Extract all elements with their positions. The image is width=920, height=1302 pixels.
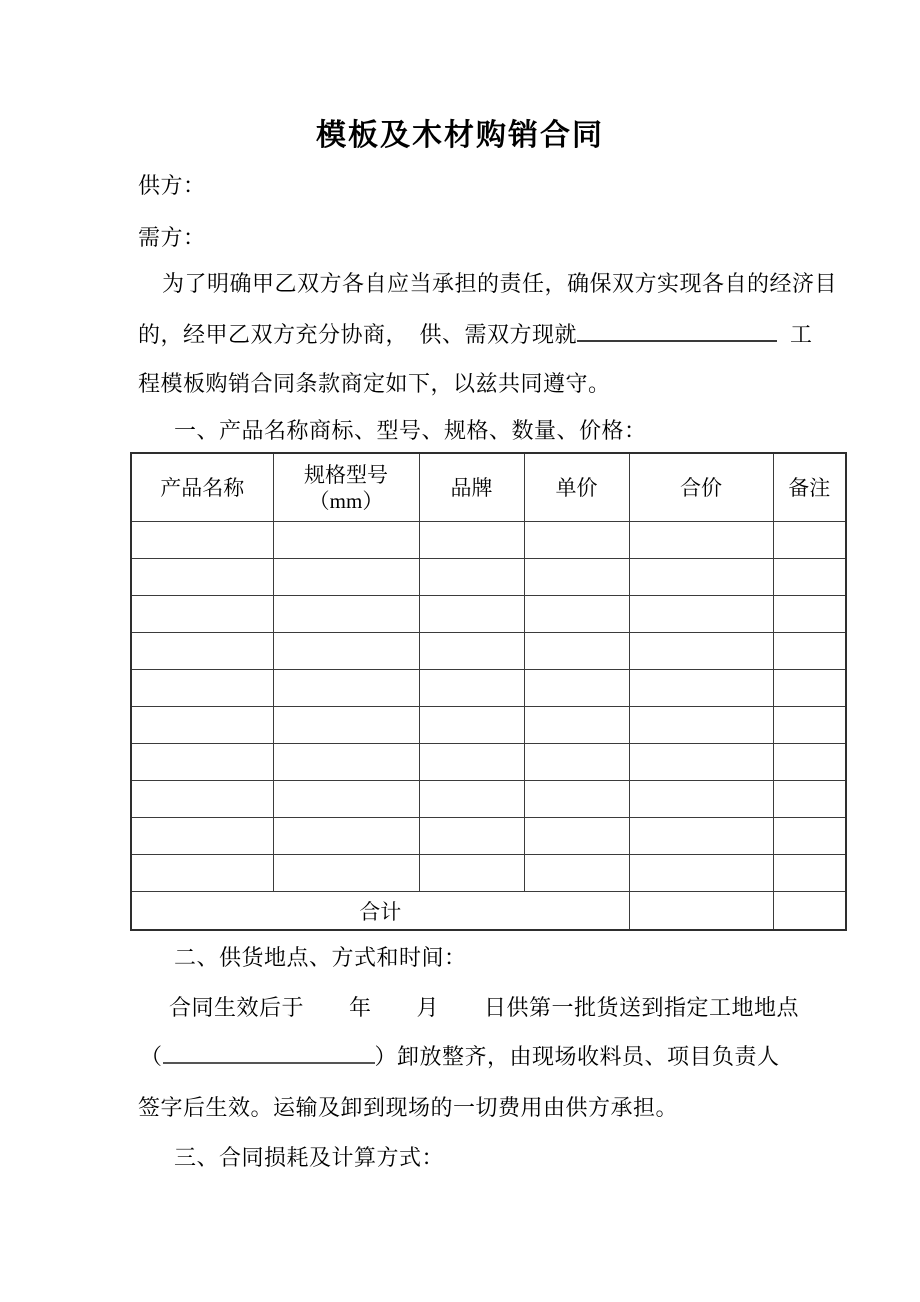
table-empty-cell bbox=[524, 596, 629, 633]
table-empty-cell bbox=[629, 744, 773, 781]
table-empty-cell bbox=[773, 818, 846, 855]
table-empty-cell bbox=[419, 781, 524, 818]
table-empty-cell bbox=[131, 818, 273, 855]
table-empty-cell bbox=[524, 670, 629, 707]
delivery-line-3: 签字后生效。运输及卸到现场的一切费用由供方承担。 bbox=[138, 1095, 679, 1120]
table-empty-cell bbox=[773, 670, 846, 707]
table-empty-cell bbox=[273, 855, 419, 892]
table-empty-cell bbox=[524, 707, 629, 744]
section-1-heading: 一、产品名称商标、型号、规格、数量、价格： bbox=[174, 418, 647, 443]
table-empty-cell bbox=[419, 670, 524, 707]
table-empty-cell bbox=[524, 522, 629, 559]
intro-line-2-tail: 工 bbox=[790, 322, 813, 347]
products-table-body bbox=[131, 522, 846, 892]
table-empty-cell bbox=[273, 781, 419, 818]
header-label: 合价 bbox=[680, 475, 722, 500]
table-empty-cell bbox=[419, 633, 524, 670]
table-empty-row bbox=[131, 855, 846, 892]
table-empty-cell bbox=[131, 559, 273, 596]
header-sublabel: （mm） bbox=[308, 488, 384, 513]
close-paren: ） bbox=[374, 1044, 398, 1069]
table-empty-cell bbox=[131, 744, 273, 781]
table-empty-cell bbox=[273, 707, 419, 744]
delivery-line-1: 合同生效后于 年 月 日供第一批货送到指定工地地点 bbox=[169, 995, 800, 1020]
intro-line-3: 程模板购销合同条款商定如下，以兹共同遵守。 bbox=[138, 371, 611, 396]
delivery-line-2-text: 卸放整齐，由现场收料员、项目负责人 bbox=[397, 1044, 780, 1069]
header-product-name bbox=[131, 453, 273, 522]
table-header-row bbox=[131, 453, 846, 522]
table-empty-cell bbox=[273, 596, 419, 633]
table-empty-cell bbox=[524, 818, 629, 855]
total-price-cell bbox=[629, 892, 773, 931]
table-empty-cell bbox=[273, 670, 419, 707]
table-empty-cell bbox=[273, 559, 419, 596]
header-brand bbox=[419, 453, 524, 522]
table-empty-cell bbox=[524, 781, 629, 818]
header-label: 品牌 bbox=[450, 475, 493, 500]
intro-line-2-text: 的，经甲乙双方充分协商， 供、需双方现就 bbox=[138, 322, 578, 347]
table-empty-cell bbox=[629, 818, 773, 855]
header-label: 产品名称 bbox=[160, 475, 245, 500]
table-empty-cell bbox=[419, 596, 524, 633]
table-empty-cell bbox=[273, 522, 419, 559]
table-empty-cell bbox=[131, 633, 273, 670]
table-empty-cell bbox=[524, 855, 629, 892]
delivery-location-blank bbox=[163, 1042, 375, 1064]
total-label-cell: 合计 bbox=[131, 892, 629, 931]
table-empty-cell bbox=[629, 596, 773, 633]
table-empty-row bbox=[131, 781, 846, 818]
open-paren: （ bbox=[140, 1044, 163, 1069]
table-empty-cell bbox=[629, 559, 773, 596]
table-empty-cell bbox=[419, 818, 524, 855]
project-name-blank bbox=[577, 320, 777, 342]
header-label: 规格型号 bbox=[304, 462, 388, 487]
table-empty-row bbox=[131, 596, 846, 633]
table-empty-cell bbox=[773, 522, 846, 559]
delivery-line-2 bbox=[140, 1042, 780, 1071]
table-empty-cell bbox=[273, 818, 419, 855]
table-empty-cell bbox=[773, 596, 846, 633]
table-empty-cell bbox=[419, 707, 524, 744]
table-empty-cell bbox=[773, 633, 846, 670]
table-empty-cell bbox=[773, 707, 846, 744]
header-remarks bbox=[773, 453, 846, 522]
header-spec-model bbox=[273, 453, 419, 522]
table-empty-cell bbox=[773, 855, 846, 892]
table-empty-cell bbox=[419, 855, 524, 892]
header-total-price bbox=[629, 453, 773, 522]
table-empty-cell bbox=[273, 744, 419, 781]
table-empty-cell bbox=[773, 559, 846, 596]
table-empty-cell bbox=[629, 522, 773, 559]
intro-line-2 bbox=[138, 320, 813, 349]
table-empty-cell bbox=[773, 744, 846, 781]
section-2-heading: 二、供货地点、方式和时间： bbox=[174, 945, 467, 970]
table-empty-cell bbox=[419, 522, 524, 559]
table-empty-cell bbox=[524, 633, 629, 670]
table-empty-row bbox=[131, 744, 846, 781]
header-label: 单价 bbox=[555, 475, 598, 500]
section-3-heading: 三、合同损耗及计算方式： bbox=[174, 1145, 445, 1170]
table-empty-cell bbox=[419, 559, 524, 596]
buyer-label: 需方： bbox=[138, 225, 206, 250]
total-row bbox=[131, 892, 846, 931]
table-empty-row bbox=[131, 633, 846, 670]
table-empty-cell bbox=[629, 633, 773, 670]
table-empty-row bbox=[131, 670, 846, 707]
table-empty-cell bbox=[773, 781, 846, 818]
products-table bbox=[130, 452, 847, 931]
document-title: 模板及木材购销合同 bbox=[316, 119, 604, 152]
table-empty-cell bbox=[629, 855, 773, 892]
table-empty-cell bbox=[131, 855, 273, 892]
table-empty-cell bbox=[524, 559, 629, 596]
table-empty-cell bbox=[273, 633, 419, 670]
header-unit-price bbox=[524, 453, 629, 522]
table-empty-cell bbox=[524, 744, 629, 781]
table-empty-row bbox=[131, 559, 846, 596]
table-empty-cell bbox=[131, 522, 273, 559]
table-empty-cell bbox=[131, 596, 273, 633]
table-empty-cell bbox=[131, 781, 273, 818]
table-empty-cell bbox=[131, 670, 273, 707]
table-empty-cell bbox=[419, 744, 524, 781]
total-remarks-cell bbox=[773, 892, 846, 931]
table-empty-cell bbox=[629, 781, 773, 818]
header-label: 备注 bbox=[788, 475, 831, 500]
table-empty-row bbox=[131, 818, 846, 855]
table-empty-row bbox=[131, 522, 846, 559]
intro-line-1: 为了明确甲乙双方各自应当承担的责任，确保双方实现各自的经济目 bbox=[162, 271, 838, 296]
table-empty-cell bbox=[629, 670, 773, 707]
table-empty-row bbox=[131, 707, 846, 744]
table-empty-cell bbox=[629, 707, 773, 744]
supplier-label: 供方： bbox=[138, 173, 206, 198]
table-empty-cell bbox=[131, 707, 273, 744]
